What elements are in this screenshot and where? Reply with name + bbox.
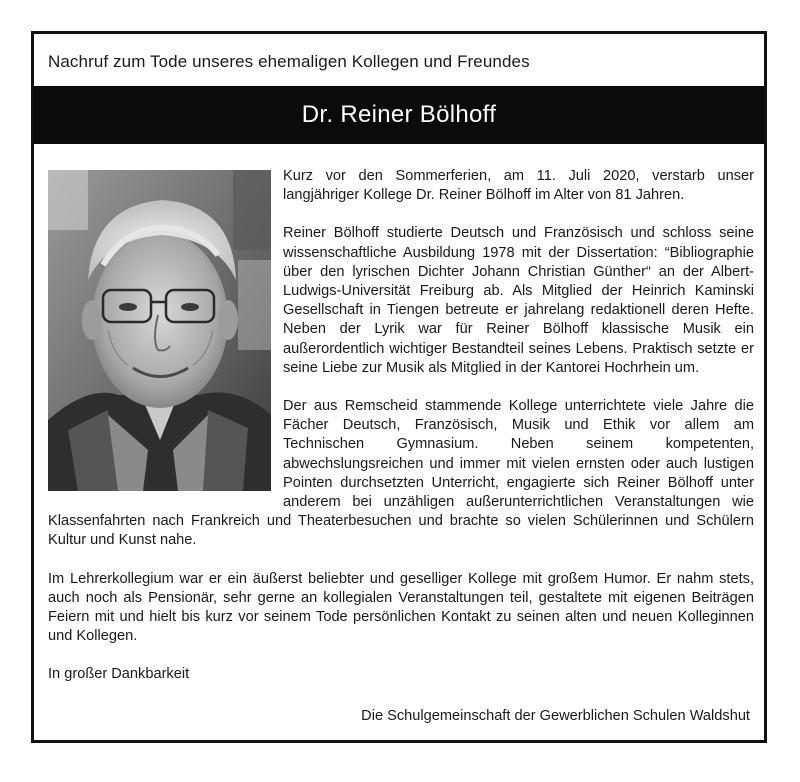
obituary-body xyxy=(48,167,754,704)
paragraph-4: Im Lehrerkollegium war er ein äußerst beliebter und geselliger Kollege mit großem Humor. Er nahm stets, auch noch als Pensionär, sehr gerne an kollegialen Veranstaltungen teil, gestaltete mit eigenen Beiträgen Feiern mit und hielt bis kurz vor seinem Tode persönlichen Kontakt zu seinen alten und neuen Kolleginnen und Kollegen. xyxy=(48,570,754,645)
portrait-photo xyxy=(48,170,271,491)
paragraph-1: Kurz vor den Sommerferien, am 11. Juli 2020, verstarb unser langjähriger Kollege Dr. Reiner Bölhoff im Alter von 81 Jahren. xyxy=(283,168,754,204)
closing-line: In großer Dankbarkeit xyxy=(48,666,190,683)
obituary-frame xyxy=(31,31,767,743)
obituary-subtitle: Nachruf zum Tode unseres ehemaligen Kollegen und Freundes xyxy=(48,52,530,71)
signature: Die Schulgemeinschaft der Gewerblichen Schulen Waldshut xyxy=(361,708,750,724)
deceased-name: Dr. Reiner Bölhoff xyxy=(301,101,497,128)
paragraph-3: Der aus Remscheid stammende Kollege unterrichtete viele Jahre die Fächer Deutsch, Französisch, Musik und Ethik vor allem am Technischen Gymnasium. Neben seinem kompetenten, abwechslungsreichen und immer mit vielen ernsten oder auch lustigen Pointen durchsetzten Unterricht, engagierte sich Reiner Bölhoff unter anderem bei unzähligen außerunterrichtlichen Veranstaltungen wie Klassenfahrten nach Frankreich und Theaterbesuchen und brachte so vielen Schülerinnen und Schülern Kultur und Kunst nahe. xyxy=(48,398,754,549)
name-banner xyxy=(34,86,764,144)
paragraph-2: Reiner Bölhoff studierte Deutsch und Französisch und schloss seine wissenschaftliche Ausbildung 1978 mit der Dissertation: “Bibliographie über den lyrischen Dichter Johann Christian Günther“ an der Albert-Ludwigs-Universität Freiburg ab. Als Mitglied der Heinrich Kaminski Gesellschaft in Tiengen betreute er jahrelang redaktionell deren Hefte. Neben der Lyrik war für Reiner Bölhoff klassische Musik ein außerordentlich wichtiger Bestandteil seines Lebens. Praktisch setzte er seine Liebe zur Musik als Mitglied in der Kantorei Hochrhein um. xyxy=(283,225,754,376)
portrait-image xyxy=(48,170,271,491)
